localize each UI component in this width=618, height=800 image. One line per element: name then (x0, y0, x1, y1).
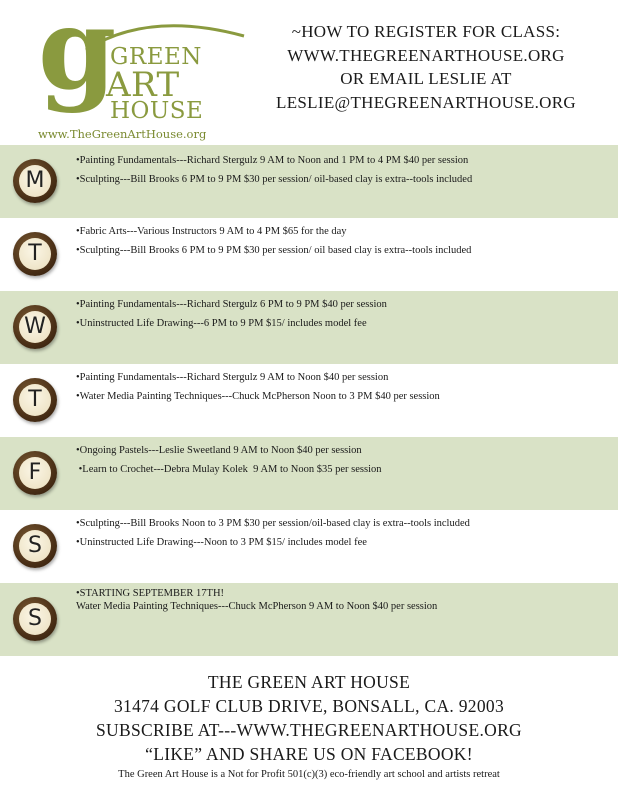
register-email-link[interactable]: LESLIE@THEGREENARTHOUSE.ORG (276, 92, 576, 112)
register-heading: ~HOW TO REGISTER FOR CLASS: (291, 22, 561, 41)
footer (0, 670, 618, 782)
logo[interactable] (38, 0, 228, 141)
logo-url-link[interactable]: www.TheGreenArtHouse.org (38, 127, 207, 141)
day-row-wednesday (0, 291, 618, 364)
register-email-text: OR EMAIL LESLIE AT (340, 69, 512, 88)
register-website-link[interactable]: WWW.THEGREENARTHOUSE.ORG (287, 45, 565, 65)
class-line: •Uninstructed Life Drawing---6 PM to 9 PM $15/ includes model fee (76, 318, 367, 329)
class-line: •Painting Fundamentals---Richard Stergulz 9 AM to Noon and 1 PM to 4 PM $40 per session (76, 155, 469, 166)
day-key-label: S (19, 530, 51, 562)
day-row-thursday (0, 364, 618, 437)
class-line: •Fabric Arts---Various Instructors 9 AM to 4 PM $65 for the day (76, 226, 347, 237)
day-row-tuesday (0, 218, 618, 291)
typewriter-key-icon (13, 305, 57, 349)
class-list (76, 514, 470, 552)
day-key-label: F (19, 457, 51, 489)
register-info (246, 20, 606, 114)
typewriter-key-icon (13, 378, 57, 422)
class-list (76, 441, 381, 479)
typewriter-key-icon (13, 451, 57, 495)
logo-letter: g (38, 0, 117, 115)
class-line: •STARTING SEPTEMBER 17TH! (76, 588, 225, 599)
class-line: Water Media Painting Techniques---Chuck McPherson 9 AM to Noon $40 per session (76, 601, 438, 612)
class-list (76, 587, 437, 613)
class-list (76, 151, 472, 189)
day-key-label: T (19, 384, 51, 416)
class-line: •Painting Fundamentals---Richard Stergulz 6 PM to 9 PM $40 per session (76, 299, 387, 310)
footer-address: 31474 GOLF CLUB DRIVE, BONSALL, CA. 92003 (113, 696, 505, 716)
typewriter-key-icon (13, 232, 57, 276)
header (0, 0, 618, 145)
footer-subscribe-link[interactable]: SUBSCRIBE AT---WWW.THEGREENARTHOUSE.ORG (96, 720, 522, 740)
day-row-friday (0, 437, 618, 510)
typewriter-key-icon (13, 597, 57, 641)
class-line: •Sculpting---Bill Brooks 6 PM to 9 PM $30 per session/ oil-based clay is extra--tools included (76, 174, 473, 185)
class-line: •Uninstructed Life Drawing---Noon to 3 PM $15/ includes model fee (76, 537, 367, 548)
typewriter-key-icon (13, 159, 57, 203)
day-row-saturday (0, 510, 618, 583)
class-list (76, 368, 440, 406)
day-row-sunday (0, 583, 618, 656)
class-line: •Water Media Painting Techniques---Chuck McPherson Noon to 3 PM $40 per session (76, 391, 440, 402)
day-key-label: T (19, 238, 51, 270)
day-row-monday (0, 145, 618, 218)
logo-word-green: GREEN (110, 44, 202, 70)
class-line: •Sculpting---Bill Brooks 6 PM to 9 PM $30 per session/ oil based clay is extra--tools included (76, 245, 472, 256)
class-line: •Sculpting---Bill Brooks Noon to 3 PM $30 per session/oil-based clay is extra--tools included (76, 518, 470, 529)
logo-word-house: HOUSE (110, 98, 204, 124)
class-list (76, 222, 471, 260)
footer-facebook-text: “LIKE” AND SHARE US ON FACEBOOK! (145, 744, 473, 764)
logo-word-art: ART (106, 65, 180, 105)
day-key-label: W (19, 311, 51, 343)
footer-fine-print: The Green Art House is a Not for Profit 501(c)(3) eco-friendly art school and artists retreat (118, 769, 500, 780)
class-line: •Learn to Crochet---Debra Mulay Kolek 9 AM to Noon $35 per session (76, 464, 382, 475)
typewriter-key-icon (13, 524, 57, 568)
class-line: •Ongoing Pastels---Leslie Sweetland 9 AM to Noon $40 per session (76, 445, 362, 456)
class-list (76, 295, 387, 333)
footer-name: THE GREEN ART HOUSE (207, 672, 411, 692)
day-key-label: S (19, 603, 51, 635)
class-line: •Painting Fundamentals---Richard Stergulz 9 AM to Noon $40 per session (76, 372, 389, 383)
day-key-label: M (19, 165, 51, 197)
